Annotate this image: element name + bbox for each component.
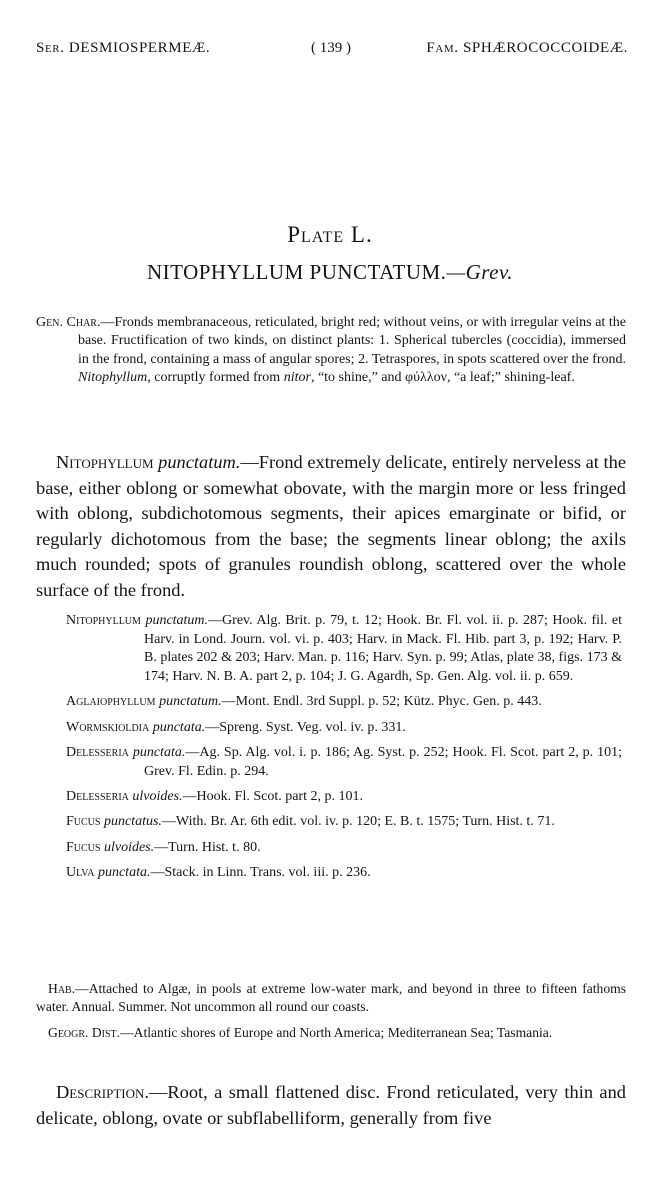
- gen-char-text-2: , corruptly formed from: [147, 370, 284, 386]
- synonym-epithet: punctata.: [152, 719, 206, 735]
- synonym-entry: [66, 744, 622, 781]
- species-description-genus: Nitophyllum: [56, 452, 154, 472]
- species-description: [36, 450, 626, 604]
- gen-char-text-3: , “to shine,” and φύλλον, “a leaf;” shining-leaf.: [310, 370, 575, 386]
- distribution: [36, 1024, 626, 1042]
- species-heading: [0, 260, 660, 285]
- synonym-epithet: punctatum.: [145, 613, 209, 628]
- synonym-epithet: ulvoides.: [132, 788, 183, 804]
- habitat-text: —Attached to Algæ, in pools at extreme low-water mark, and beyond in three to fifteen fathoms water. Annual. Summer. Not uncommon all round our coasts.: [36, 981, 626, 1015]
- synonym-entry: [66, 864, 622, 883]
- header-family: Fam. SPHÆROCOCCOIDEÆ.: [426, 40, 628, 56]
- habitat-label: Hab.: [48, 981, 76, 996]
- synonym-genus: Ulva: [66, 865, 95, 881]
- synonym-genus: Delesseria: [66, 744, 129, 760]
- synonym-epithet: punctatum.: [159, 694, 222, 710]
- synonym-entry: [66, 719, 622, 738]
- synonymy-list: [66, 612, 622, 890]
- habitat: [36, 980, 626, 1017]
- synonym-genus: Fucus: [66, 814, 101, 830]
- synonym-citation: —Spreng. Syst. Veg. vol. iv. p. 331.: [205, 719, 406, 735]
- plate-title: Plate L.: [287, 222, 373, 247]
- description-label: Description.: [56, 1082, 149, 1102]
- synonym-epithet: punctata.: [132, 744, 186, 760]
- synonym-citation: —Grev. Alg. Brit. p. 79, t. 12; Hook. Br. Fl. vol. ii. p. 287; Hook. fil. et Harv. in Lond. Journ. vol. vi. p. 403; Harv. in Mack. Fl. Hib. part 3, p. 192; Harv. P. B. plates 202 & 203; Harv. Man. p. 116; Harv. Syn. p. 99; Atlas, plate 38, figs. 173 & 174; Harv. N. B. A. part 2, p. 104; J. G. Agardh, Sp. Gen. Alg. vol. ii. p. 659.: [144, 613, 623, 684]
- page-number: ( 139 ): [311, 40, 351, 56]
- synonym-citation: —Turn. Hist. t. 80.: [154, 839, 261, 855]
- synonym-entry: [66, 788, 622, 807]
- generic-character: [36, 314, 626, 388]
- synonym-epithet: punctatus.: [103, 814, 162, 830]
- synonym-genus: Aglaiophyllum: [66, 694, 156, 710]
- synonym-epithet: ulvoides.: [103, 839, 155, 855]
- distribution-text: —Atlantic shores of Europe and North America; Mediterranean Sea; Tasmania.: [120, 1024, 553, 1040]
- habitat-and-distribution: [36, 980, 626, 1049]
- gen-char-etymology-word: Nitophyllum: [78, 370, 148, 386]
- species-description-text: —Frond extremely delicate, entirely nerveless at the base, either oblong or somewhat obovate, with the margin more or less fringed with oblong, subdichotomous segments, their apices emarginate or bifid, or regularly dichotomous from the base; the segments linear oblong; the axils much rounded; spots of granules roundish oblong, scattered over the whole surface of the frond.: [36, 452, 626, 600]
- synonym-genus: Delesseria: [66, 788, 129, 804]
- synonym-epithet: punctata.: [97, 865, 151, 881]
- synonym-entry: [66, 839, 622, 858]
- gen-char-text-1: —Fronds membranaceous, reticulated, bright red; without veins, or with irregular veins at the base. Fructification of two kinds, on distinct plants: 1. Spherical tubercles (coccidia), immersed in the frond, containing a mass of angular spores; 2. Tetraspores, in spots scattered over the frond.: [78, 315, 626, 367]
- synonym-citation: —Hook. Fl. Scot. part 2, p. 101.: [182, 788, 363, 804]
- description: [36, 1080, 626, 1131]
- synonym-citation: —Stack. in Linn. Trans. vol. iii. p. 236.: [150, 865, 371, 881]
- species-authority: —Grev.: [446, 260, 514, 284]
- synonym-entry: [66, 813, 622, 832]
- gen-char-nitor: nitor: [283, 370, 311, 386]
- gen-char-label: Gen. Char.: [36, 315, 101, 330]
- synonym-entry: [66, 612, 622, 686]
- header-series: Ser. DESMIOSPERMEÆ.: [36, 40, 211, 56]
- synonym-genus: Fucus: [66, 839, 101, 855]
- running-head: [36, 40, 628, 64]
- synonym-genus: Wormskioldia: [66, 719, 150, 735]
- synonym-entry: [66, 693, 622, 712]
- distribution-label: Geogr. Dist.: [48, 1024, 121, 1040]
- synonym-genus: Nitophyllum: [66, 613, 141, 628]
- synonym-citation: —Mont. Endl. 3rd Suppl. p. 52; Kütz. Phyc. Gen. p. 443.: [221, 694, 542, 710]
- synonym-citation: —With. Br. Ar. 6th edit. vol. iv. p. 120; E. B. t. 1575; Turn. Hist. t. 71.: [161, 814, 555, 830]
- description-text: —Root, a small flattened disc. Frond reticulated, very thin and delicate, oblong, ovate or subflabelliform, generally from five: [36, 1082, 626, 1128]
- synonym-citation: —Ag. Sp. Alg. vol. i. p. 186; Ag. Syst. p. 252; Hook. Fl. Scot. part 2, p. 101; Grev. Fl. Edin. p. 294.: [144, 744, 622, 779]
- species-description-epithet: punctatum.: [158, 452, 241, 472]
- species-name: NITOPHYLLUM PUNCTATUM.: [146, 260, 447, 284]
